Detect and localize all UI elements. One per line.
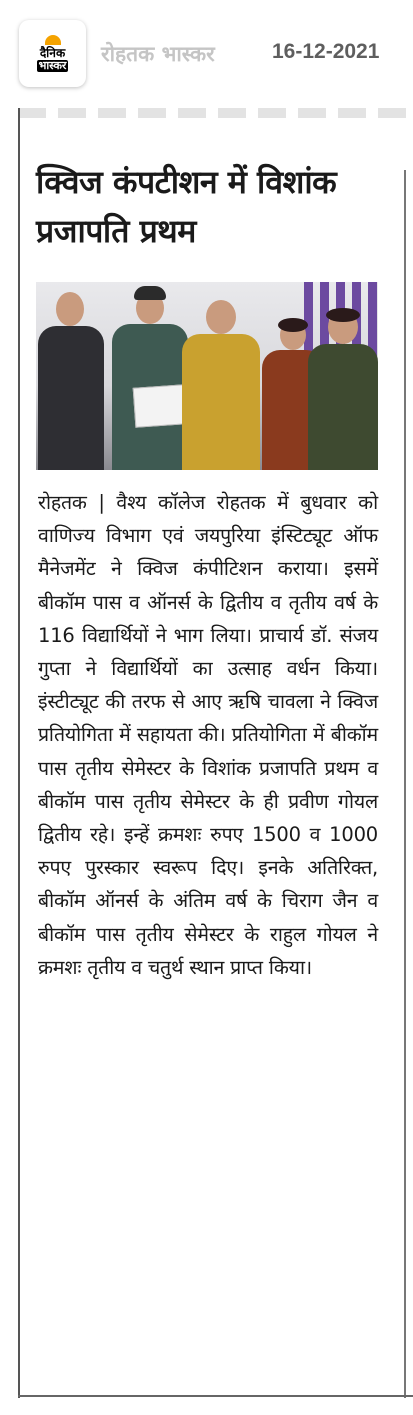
person-3	[182, 300, 260, 470]
logo-line-1: दैनिक	[39, 46, 66, 60]
dainik-bhaskar-logo[interactable]	[19, 20, 86, 87]
clipped-text-band	[18, 108, 413, 118]
person-1	[38, 292, 104, 470]
sun-logo-icon	[45, 35, 61, 45]
header-bar	[0, 0, 413, 108]
person-5	[308, 310, 378, 470]
group-photo	[36, 282, 378, 470]
certificate	[133, 384, 188, 428]
column-rule-right	[404, 170, 406, 1398]
edition-name: रोहतक भास्कर	[101, 42, 215, 66]
article-headline: क्विज कंपटीशन में विशांक प्रजापति प्रथम	[36, 163, 337, 250]
column-rule-bottom	[18, 1395, 413, 1397]
person-2	[112, 286, 188, 470]
logo-line-2: भास्कर	[38, 59, 67, 72]
article-body: रोहतक | वैश्य कॉलेज रोहतक में बुधवार को वाणिज्य विभाग एवं जयपुरिया इंस्टिट्यूट ऑफ मैनेजमेंट ने क्विज कंपीटिशन कराया। इसमें बीकॉम पास व ऑनर्स के द्वितीय व तृतीय वर्ष के 116 विद्यार्थियों ने भाग लिया। प्राचार्य डॉ. संजय गुप्ता ने विद्यार्थियों का उत्साह वर्धन किया। इंस्टीट्यूट की तरफ से आए ऋषि चावला ने क्विज प्रतियोगिता में सहायता की। प्रतियोगिता में बीकॉम पास तृतीय सेमेस्टर के विशांक प्रजापति प्रथम व बीकॉम पास तृतीय सेमेस्टर के ही प्रवीण गोयल द्वितीय रहे। इन्हें क्रमशः रुपए 1500 व 1000 रुपए पुरस्कार स्वरूप दिए। इनके अतिरिक्त, बीकॉम ऑनर्स के अंतिम वर्ष के चिराग जैन व बीकॉम पास तृतीय सेमेस्टर के राहुल गोयल ने क्रमशः तृतीय व चतुर्थ स्थान प्राप्त किया।	[38, 491, 378, 979]
column-rule-left	[18, 108, 20, 1398]
publication-date: 16-12-2021	[272, 40, 380, 63]
